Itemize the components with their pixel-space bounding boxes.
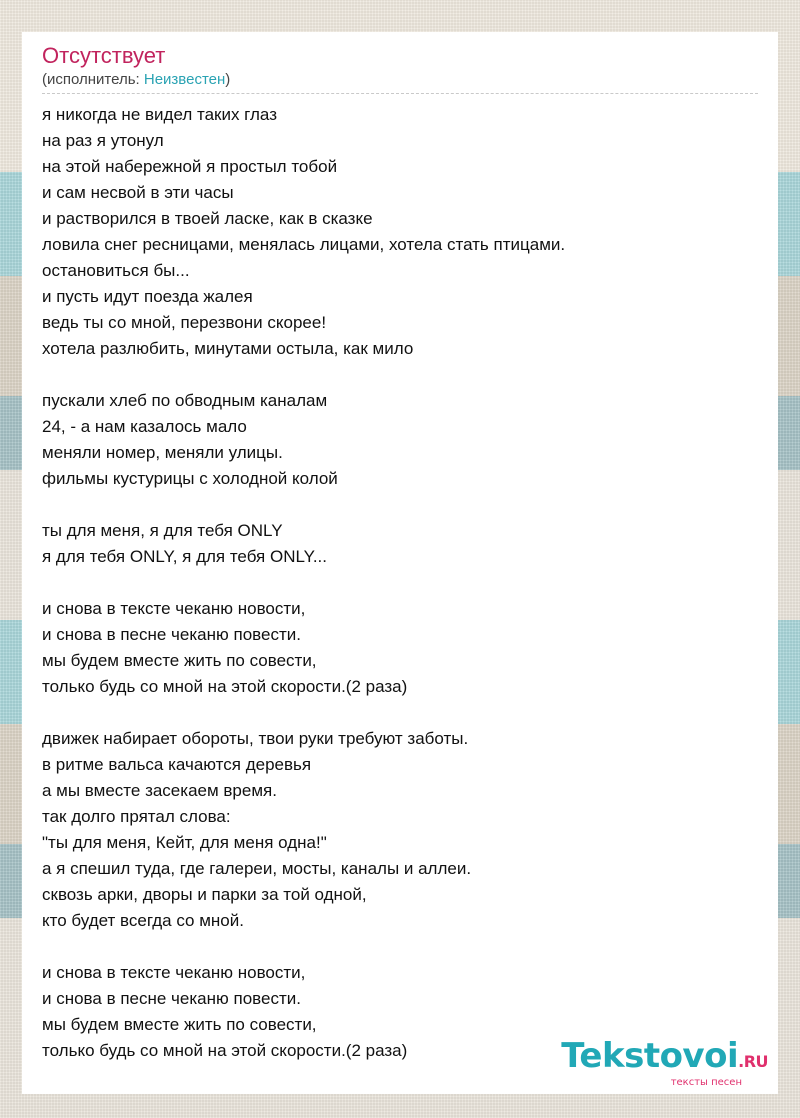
lyric-line: остановиться бы...: [42, 261, 190, 280]
lyric-line: фильмы кустурицы с холодной колой: [42, 469, 338, 488]
lyric-line: кто будет всегда со мной.: [42, 911, 244, 930]
lyric-line: в ритме вальса качаются деревья: [42, 755, 312, 774]
lyric-line: и пусть идут поезда жалея: [42, 287, 253, 306]
lyric-line: и растворился в твоей ласке, как в сказке: [42, 209, 373, 228]
site-logo[interactable]: [561, 1036, 768, 1088]
lyric-line: [42, 492, 758, 518]
lyrics-text: [42, 102, 758, 1064]
lyric-line: [42, 700, 758, 726]
lyric-line: "ты для меня, Кейт, для меня одна!": [42, 833, 327, 852]
lyric-line: а я спешил туда, где галереи, мосты, каналы и аллеи.: [42, 859, 472, 878]
lyric-line: только будь со мной на этой скорости.(2 раза): [42, 677, 408, 696]
lyric-line: так долго прятал слова:: [42, 807, 231, 826]
lyric-line: на раз я утонул: [42, 131, 164, 150]
logo-name: Tekstovoi: [561, 1036, 739, 1076]
artist-prefix: (исполнитель:: [42, 71, 144, 88]
artist-suffix: ): [225, 71, 231, 88]
lyric-line: и снова в тексте чеканю новости,: [42, 599, 306, 618]
lyric-line: только будь со мной на этой скорости.(2 раза): [42, 1041, 408, 1060]
divider: [42, 93, 758, 94]
logo-tld: .RU: [738, 1052, 768, 1071]
lyric-line: я никогда не видел таких глаз: [42, 105, 277, 124]
lyric-line: ты для меня, я для тебя ONLY: [42, 521, 283, 540]
lyric-line: хотела разлюбить, минутами остыла, как мило: [42, 339, 414, 358]
logo-tagline: тексты песен: [670, 1077, 742, 1088]
lyric-line: и снова в песне чеканю повести.: [42, 989, 301, 1008]
lyric-line: пускали хлеб по обводным каналам: [42, 391, 328, 410]
lyric-line: и снова в тексте чеканю новости,: [42, 963, 306, 982]
lyric-line: я для тебя ONLY, я для тебя ONLY...: [42, 547, 327, 566]
lyric-line: мы будем вместе жить по совести,: [42, 1015, 317, 1034]
lyric-line: и сам несвой в эти часы: [42, 183, 234, 202]
lyric-line: и снова в песне чеканю повести.: [42, 625, 301, 644]
lyric-line: [42, 570, 758, 596]
lyric-line: ловила снег ресницами, менялась лицами, хотела стать птицами.: [42, 235, 566, 254]
lyrics-card: [22, 32, 778, 1094]
lyric-line: [42, 934, 758, 960]
lyric-line: а мы вместе засекаем время.: [42, 781, 277, 800]
lyric-line: мы будем вместе жить по совести,: [42, 651, 317, 670]
song-title: Отсутствует: [42, 43, 166, 68]
lyric-line: ведь ты со мной, перезвони скорее!: [42, 313, 327, 332]
lyric-line: [42, 362, 758, 388]
lyric-line: сквозь арки, дворы и парки за той одной,: [42, 885, 367, 904]
lyric-line: меняли номер, меняли улицы.: [42, 443, 283, 462]
lyric-line: 24, - а нам казалось мало: [42, 417, 247, 436]
lyric-line: движек набирает обороты, твои руки требуют заботы.: [42, 729, 469, 748]
artist-line: [42, 70, 758, 90]
lyric-line: на этой набережной я простыл тобой: [42, 157, 338, 176]
artist-link[interactable]: Неизвестен: [143, 71, 226, 88]
